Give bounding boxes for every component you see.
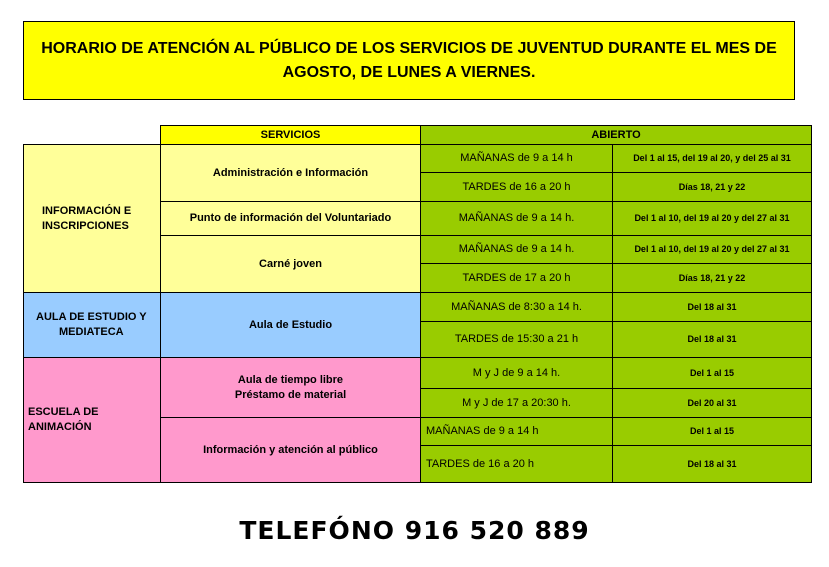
dates-cell xyxy=(612,417,812,446)
hours-cell xyxy=(420,388,613,418)
dates-text: Del 20 al 31 xyxy=(687,397,737,408)
service-aula-estudio xyxy=(160,292,421,358)
category-escuela xyxy=(23,357,161,483)
header-abierto xyxy=(420,125,812,145)
category-aula-line1: AULA DE ESTUDIO Y xyxy=(36,311,147,323)
hours-cell xyxy=(420,235,613,264)
dates-text: Del 18 al 31 xyxy=(687,334,737,344)
dates-text: Días 18, 21 y 22 xyxy=(678,181,746,192)
dates-text: Del 1 al 15, del 19 al 20, y del 25 al 31 xyxy=(633,153,791,163)
dates-cell xyxy=(612,144,812,173)
service-tiempo-libre-line1: Aula de tiempo libre xyxy=(237,373,344,386)
dates-cell xyxy=(612,235,812,264)
hours-text: M y J de 17 a 20:30 h. xyxy=(462,396,571,409)
hours-text: TARDES de 17 a 20 h xyxy=(462,271,571,284)
service-admin xyxy=(160,144,421,202)
hours-text: MAÑANAS de 9 a 14 h xyxy=(460,152,573,164)
dates-cell xyxy=(612,357,812,389)
service-tiempo-libre-line2: Préstamo de material xyxy=(234,388,347,401)
hours-cell xyxy=(420,144,613,173)
phone-number xyxy=(0,516,829,545)
category-info-line1: INFORMACIÓN E xyxy=(42,204,132,217)
category-aula xyxy=(23,292,161,358)
hours-cell xyxy=(420,445,613,483)
hours-text: TARDES de 16 a 20 h xyxy=(462,180,571,193)
category-info-line2: INSCRIPCIONES xyxy=(42,219,129,232)
hours-text: MAÑANAS de 9 a 14 h. xyxy=(458,212,575,224)
hours-text: MAÑANAS de 9 a 14 h. xyxy=(458,243,575,255)
title-text: HORARIO DE ATENCIÓN AL PÚBLICO DE LOS SERVICIOS DE JUVENTUD DURANTE EL MES DE AGOSTO, DE LUNES A VIERNES. xyxy=(41,39,777,81)
dates-cell xyxy=(612,388,812,418)
dates-text: Del 18 al 31 xyxy=(687,458,737,469)
service-carne-label: Carné joven xyxy=(259,257,322,270)
dates-text: Del 1 al 10, del 19 al 20 y del 27 al 31 xyxy=(634,244,790,254)
service-aula-estudio-label: Aula de Estudio xyxy=(248,318,333,331)
hours-cell xyxy=(420,172,613,202)
dates-text: Días 18, 21 y 22 xyxy=(678,272,746,283)
hours-cell xyxy=(420,263,613,293)
header-abierto-label: ABIERTO xyxy=(591,128,641,141)
page-title xyxy=(23,21,795,100)
service-voluntariado-label: Punto de información del Voluntariado xyxy=(189,212,392,224)
dates-text: Del 1 al 10, del 19 al 20 y del 27 al 31 xyxy=(634,213,790,223)
dates-cell xyxy=(612,201,812,236)
hours-cell xyxy=(420,321,613,358)
hours-text: MAÑANAS de 8:30 a 14 h. xyxy=(451,300,582,313)
header-servicios-label: SERVICIOS xyxy=(260,128,321,141)
hours-text: TARDES de 16 a 20 h xyxy=(426,457,535,470)
dates-text: Del 18 al 31 xyxy=(687,301,737,312)
hours-cell xyxy=(420,292,613,322)
dates-text: Del 1 al 15 xyxy=(689,367,735,378)
hours-text: TARDES de 15:30 a 21 h xyxy=(454,333,579,345)
service-admin-label: Administración e Información xyxy=(212,166,369,179)
category-escuela-line2: ANIMACIÓN xyxy=(28,421,92,433)
dates-cell xyxy=(612,263,812,293)
service-atencion xyxy=(160,417,421,483)
service-voluntariado xyxy=(160,201,421,236)
service-atencion-label: Información y atención al público xyxy=(203,443,378,456)
phone-text: TELEFÓNO 916 520 889 xyxy=(239,516,590,545)
header-servicios xyxy=(160,125,421,145)
category-escuela-line1: ESCUELA DE xyxy=(28,406,99,418)
service-tiempo-libre xyxy=(160,357,421,418)
hours-text: M y J de 9 a 14 h. xyxy=(472,366,561,379)
hours-cell xyxy=(420,417,613,446)
dates-cell xyxy=(612,292,812,322)
hours-cell xyxy=(420,201,613,236)
hours-text: MAÑANAS de 9 a 14 h xyxy=(426,425,539,437)
dates-cell xyxy=(612,172,812,202)
category-aula-line2: MEDIATECA xyxy=(59,326,124,338)
category-info xyxy=(23,144,161,293)
hours-cell xyxy=(420,357,613,389)
service-carne xyxy=(160,235,421,293)
dates-cell xyxy=(612,445,812,483)
dates-text: Del 1 al 15 xyxy=(689,426,735,436)
dates-cell xyxy=(612,321,812,358)
